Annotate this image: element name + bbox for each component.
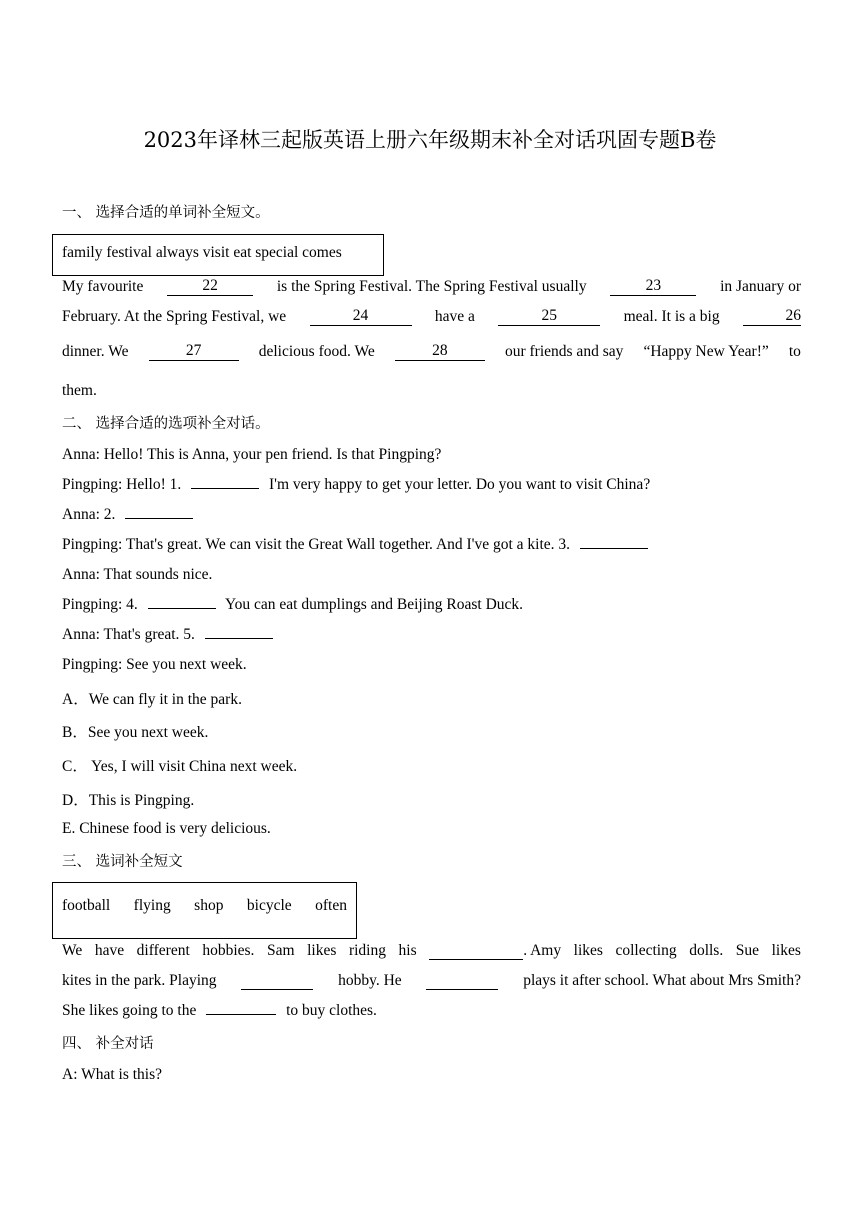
dialogue-line <box>62 656 247 674</box>
text: likes <box>771 942 801 959</box>
word: flying <box>133 897 171 914</box>
text: We <box>62 942 83 959</box>
text: likes <box>307 942 337 959</box>
word: often <box>315 897 347 914</box>
option-c: C． Yes, I will visit China next week. <box>62 758 298 775</box>
option-e: E. Chinese food is very delicious. <box>62 820 271 837</box>
blank-group <box>429 942 561 960</box>
blank-football[interactable] <box>241 972 313 990</box>
text: Pingping: 4. <box>62 596 138 613</box>
text: Anna: That's great. 5. <box>62 626 195 643</box>
text: our friends and say <box>504 343 624 360</box>
section-3-heading: 三、 选词补全短文 <box>62 854 183 870</box>
word-box-3-words <box>62 897 347 915</box>
passage-3-row-1 <box>62 942 801 960</box>
passage-1-row-4: them. <box>62 382 97 399</box>
text: I'm very happy to get your letter. Do you want to visit China? <box>269 476 651 493</box>
text: hobby. He <box>338 972 402 989</box>
dialogue-line <box>62 506 193 524</box>
text: She likes going to the <box>62 1002 197 1019</box>
text: hobbies. <box>202 942 255 959</box>
word-box-3 <box>52 882 357 939</box>
passage-3-row-3 <box>62 1002 377 1020</box>
text: Pingping: That's great. We can visit the Great Wall together. And I've got a kite. 3. <box>62 536 571 553</box>
text: to <box>788 343 801 360</box>
text: different <box>136 942 190 959</box>
section-2-heading: 二、 选择合适的选项补全对话。 <box>62 416 270 432</box>
text: Sue <box>735 942 760 959</box>
word-box-1-text: family festival always visit eat special comes <box>62 244 342 261</box>
text: kites in the park. Playing <box>62 972 217 989</box>
dialogue-line <box>62 626 273 644</box>
blank-often[interactable] <box>426 972 498 990</box>
word-box-1 <box>52 234 384 276</box>
text: in January or <box>720 278 801 295</box>
text: to buy clothes. <box>286 1002 377 1019</box>
text: have <box>94 942 125 959</box>
text: Anna: That sounds nice. <box>62 566 213 583</box>
blank-27[interactable]: 27 <box>149 343 239 361</box>
passage-1-row-3 <box>62 343 801 361</box>
dialogue-line <box>62 596 523 614</box>
text: Anna: 2. <box>62 506 116 523</box>
text: riding <box>348 942 386 959</box>
blank-shop[interactable] <box>206 1014 276 1015</box>
text: meal. It is a big <box>623 308 720 325</box>
option-b: B．See you next week. <box>62 724 209 741</box>
text: collecting <box>615 942 677 959</box>
dialogue-line <box>62 566 212 584</box>
option-d: D．This is Pingping. <box>62 792 195 809</box>
blank-24[interactable]: 24 <box>310 308 412 326</box>
option-a: A．We can fly it in the park. <box>62 691 242 708</box>
dialogue-line <box>62 476 650 494</box>
blank-4[interactable] <box>148 608 216 609</box>
text: dinner. We <box>62 343 129 360</box>
blank-23[interactable]: 23 <box>610 278 696 296</box>
blank-25[interactable]: 25 <box>498 308 600 326</box>
text: Pingping: Hello! 1. <box>62 476 182 493</box>
blank-22[interactable]: 22 <box>167 278 253 296</box>
section-4-heading: 四、 补全对话 <box>62 1036 154 1052</box>
blank-1[interactable] <box>191 488 259 489</box>
text: his <box>398 942 417 959</box>
text: is the Spring Festival. The Spring Festival usually <box>276 278 587 295</box>
passage-1-row-2 <box>62 308 801 326</box>
text: My favourite <box>62 278 144 295</box>
word: bicycle <box>246 897 292 914</box>
dialogue-line <box>62 446 441 464</box>
word: shop <box>194 897 224 914</box>
text: have a <box>434 308 475 325</box>
text: dolls. <box>689 942 724 959</box>
blank-2[interactable] <box>125 518 193 519</box>
text: You can eat dumplings and Beijing Roast Duck. <box>224 596 524 613</box>
dialogue-line <box>62 536 648 554</box>
blank-3[interactable] <box>580 548 648 549</box>
word: football <box>62 897 111 914</box>
blank-bicycle[interactable] <box>429 942 523 960</box>
passage-3-row-2 <box>62 972 801 990</box>
text: February. At the Spring Festival, we <box>62 308 287 325</box>
text: Sam <box>266 942 295 959</box>
text: “Happy New Year!” <box>643 343 769 360</box>
text: Pingping: See you next week. <box>62 656 247 673</box>
blank-28[interactable]: 28 <box>395 343 485 361</box>
passage-1-row-1 <box>62 278 801 296</box>
page-title: 2023年译林三起版英语上册六年级期末补全对话巩固专题B卷 <box>143 128 717 152</box>
blank-5[interactable] <box>205 638 273 639</box>
text: . Amy <box>523 942 562 959</box>
text: Anna: Hello! This is Anna, your pen friend. Is that Pingping? <box>62 446 442 463</box>
text: likes <box>573 942 603 959</box>
text: plays it after school. What about Mrs Smith? <box>523 972 801 989</box>
blank-26[interactable]: 26 <box>743 308 801 326</box>
text: delicious food. We <box>258 343 375 360</box>
section-1-heading: 一、 选择合适的单词补全短文。 <box>62 205 270 221</box>
dialogue-line: A: What is this? <box>62 1066 163 1083</box>
